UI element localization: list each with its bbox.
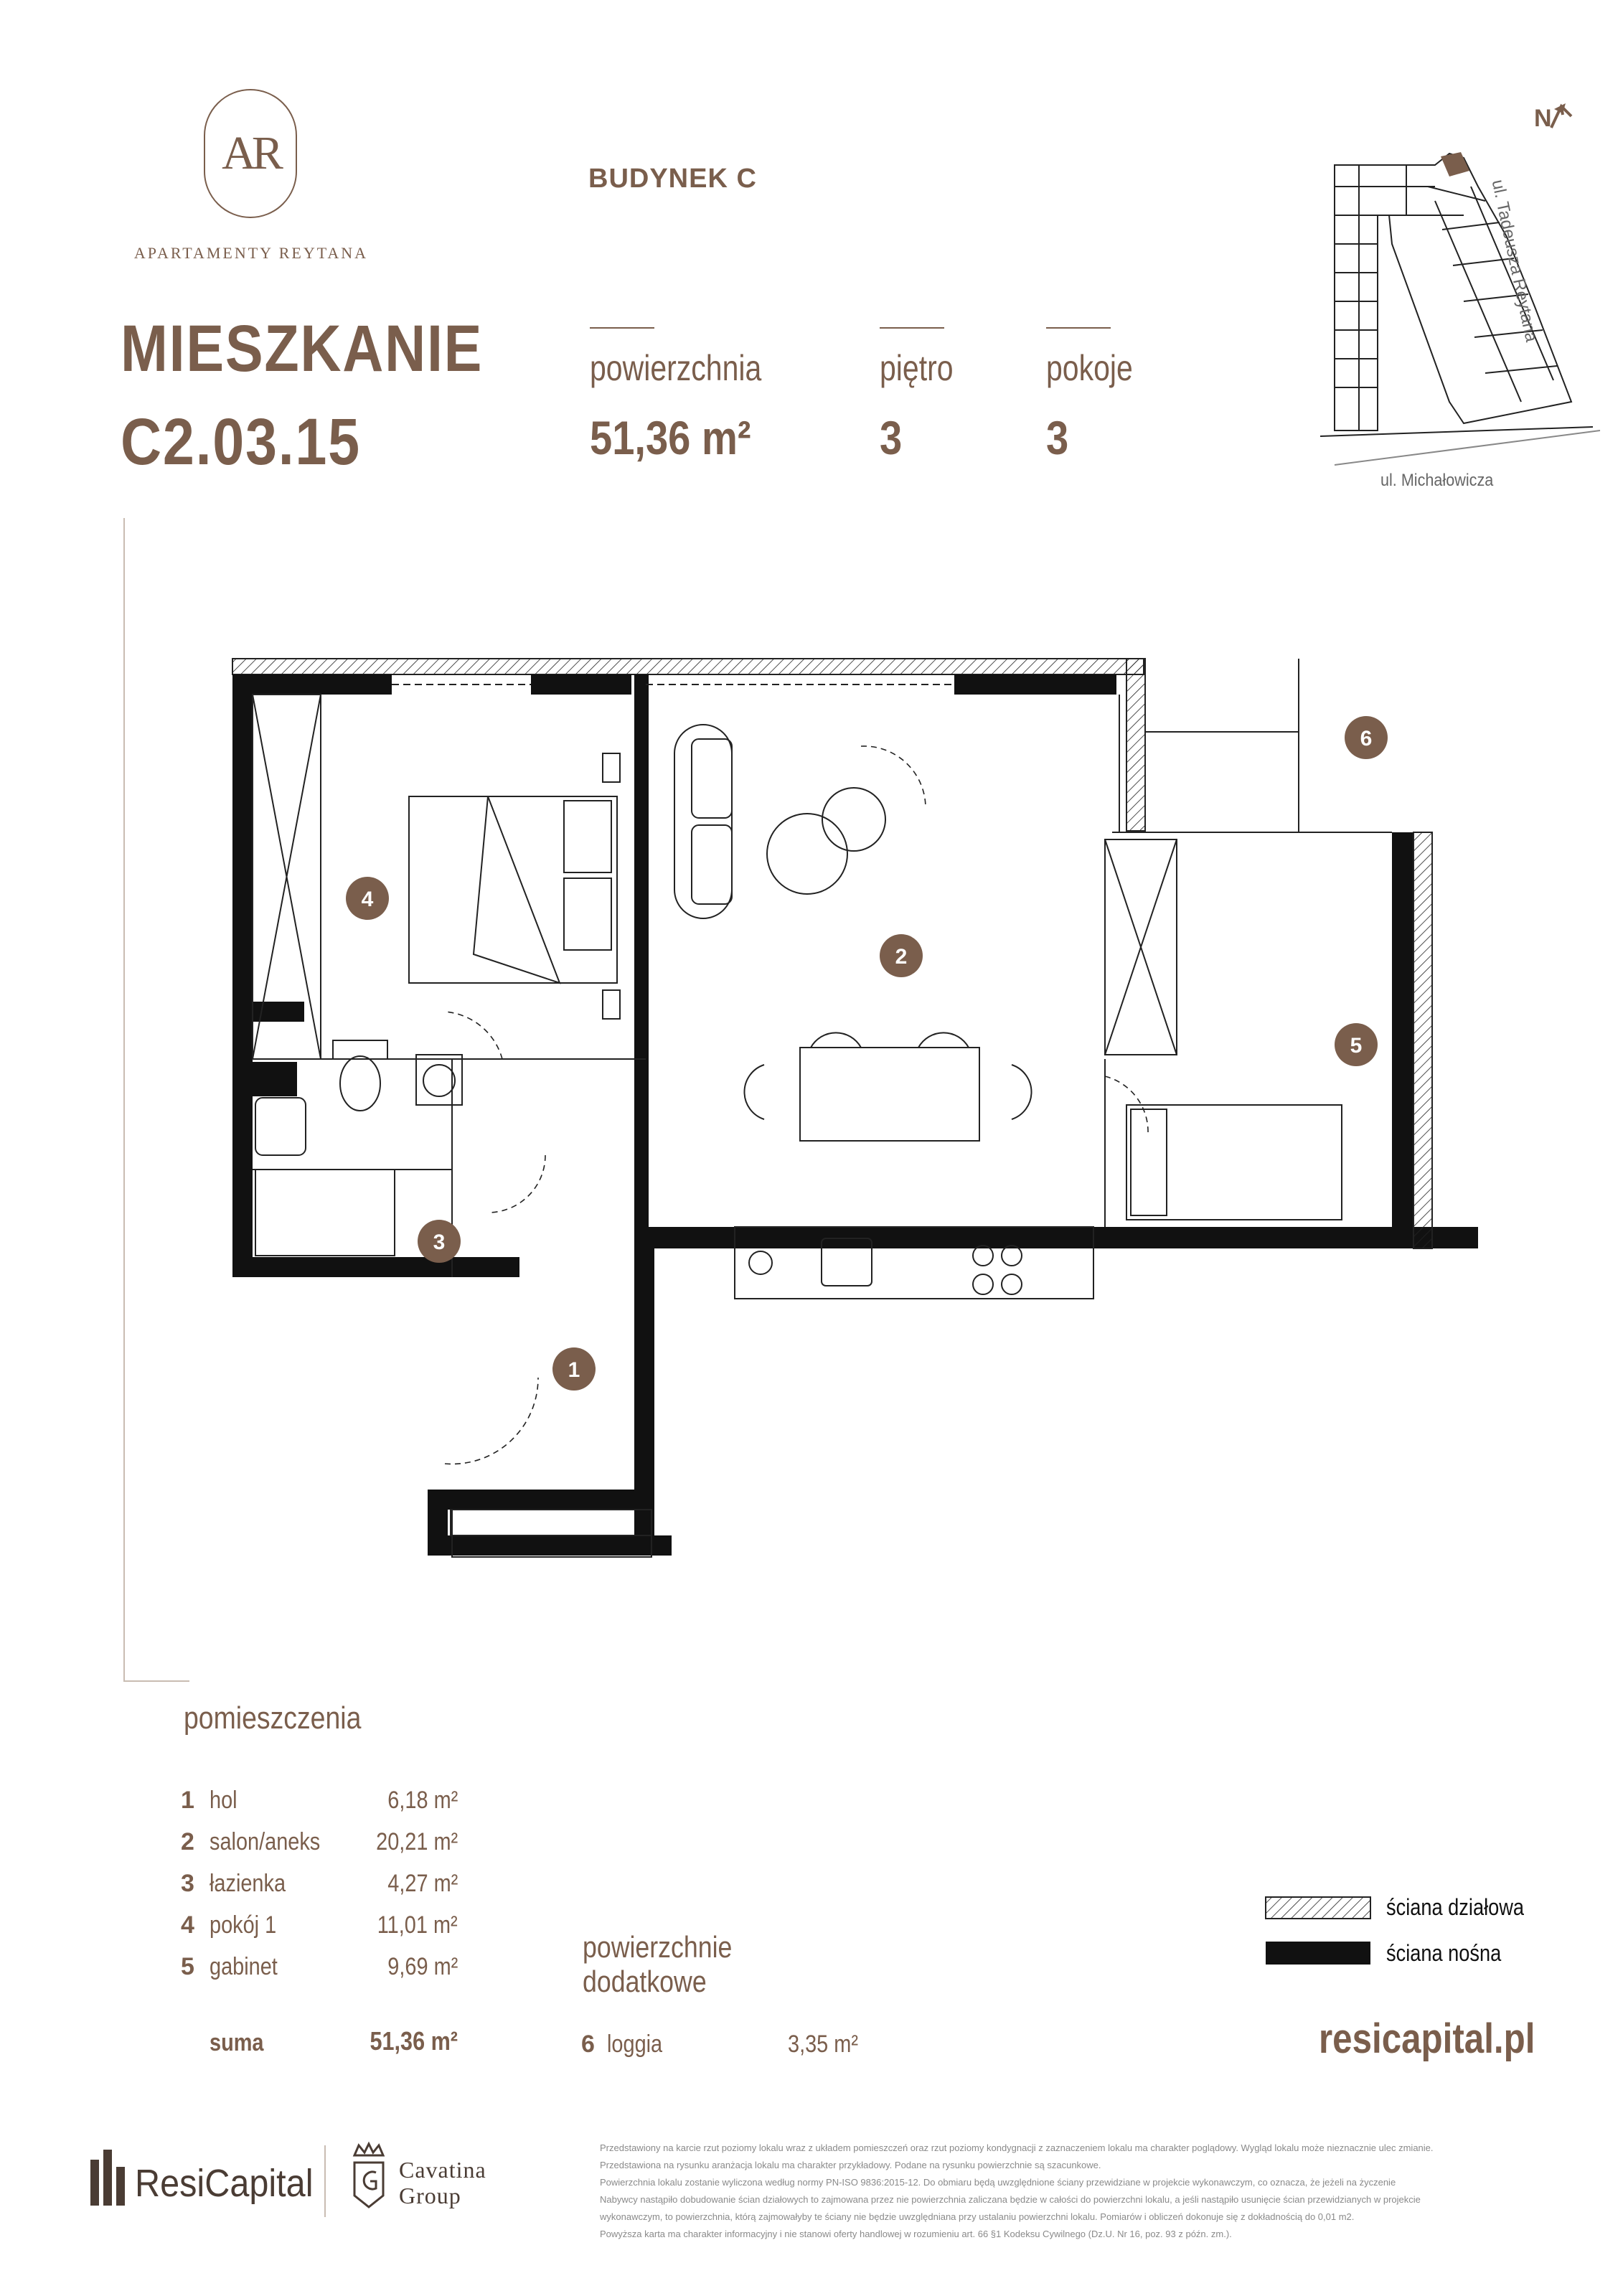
disclaimer-line: Powyższa karta ma charakter informacyjny i nie stanowi oferty handlowej w rozumieniu art. 66 §1 Kodeksu Cywilnego (Dz.U. Nr 16, poz. 93 z późn. zm.). xyxy=(600,2229,1232,2239)
room-row xyxy=(181,1828,468,1860)
loggia-number: 6 xyxy=(581,2031,595,2058)
room-row xyxy=(181,1953,468,1985)
brand-logo xyxy=(204,89,297,218)
partition-wall-swatch xyxy=(1266,1897,1370,1919)
rooms-heading: pomieszczenia xyxy=(184,1700,362,1736)
stat-rule xyxy=(880,327,944,329)
room-name: salon/aneks xyxy=(210,1828,321,1855)
bearing-wall-swatch xyxy=(1266,1942,1370,1965)
resicapital-wordmark: ResiCapital xyxy=(135,2162,314,2205)
stat-rooms-label: pokoje xyxy=(1046,348,1133,388)
extra-heading-line1: powierzchnie xyxy=(583,1930,733,1964)
floor-plan xyxy=(215,639,1478,1614)
logo-divider xyxy=(324,2145,326,2217)
cavatina-name: Cavatina xyxy=(399,2157,486,2183)
brand-monogram: AR xyxy=(222,127,279,179)
cavatina-group: Group xyxy=(399,2183,461,2208)
room-name: pokój 1 xyxy=(210,1911,277,1939)
disclaimer-line: Nabywcy nastąpiło dobudowanie ścian działowych to zajmowana przez nie powierzchnia zaliczana będzie w całości do powierzchni lokalu, a jeśli nastąpiło usunięcie ścian przewidzianych w projekcie xyxy=(600,2194,1421,2205)
room-area: 20,21 m² xyxy=(375,1828,458,1855)
disclaimer-line: Powierzchnia lokalu zostanie wyliczona według normy PN-ISO 9836:2015-12. Do obmiaru będą uwzględnione ściany przewidziane w projekcie wykonawczym, co oznacza, że jeżeli na życzenie xyxy=(600,2177,1396,2188)
room-number: 5 xyxy=(181,1953,194,1980)
loggia-area: 3,35 m² xyxy=(788,2031,858,2058)
room-row xyxy=(181,1787,468,1818)
legend-bearing-label: ściana nośna xyxy=(1386,1940,1502,1966)
badge-room-4: 4 xyxy=(361,888,374,911)
site-plan xyxy=(1320,144,1607,474)
stat-rooms-value: 3 xyxy=(1046,411,1069,464)
room-row xyxy=(181,1911,468,1943)
stat-floor-value: 3 xyxy=(880,411,903,464)
badge-room-2: 2 xyxy=(895,945,908,969)
divider-vertical xyxy=(123,518,125,1680)
loggia-name: loggia xyxy=(607,2031,663,2058)
extra-areas-heading xyxy=(583,1930,732,2000)
badge-room-1: 1 xyxy=(568,1358,580,1382)
room-number: 4 xyxy=(181,1911,194,1939)
room-number: 1 xyxy=(181,1787,194,1814)
room-area: 6,18 m² xyxy=(387,1787,458,1814)
street-label-east: ul. Tadeusza Reytana xyxy=(1487,178,1541,344)
room-row xyxy=(181,1870,468,1901)
resicapital-logo-icon xyxy=(88,2145,131,2210)
stat-area-label: powierzchnia xyxy=(590,348,762,388)
divider-horizontal xyxy=(123,1680,189,1682)
apartment-title: MIESZKANIE xyxy=(121,312,484,385)
disclaimer-line: Przedstawiony na karcie rzut poziomy lokalu wraz z układem pomieszczeń oraz rzut poziomy kondygnacji z zaznaczeniem lokalu ma charakter poglądowy. Wygląd lokalu może nieznacznie ulec zmianie. xyxy=(600,2142,1434,2153)
extra-heading-line2: dodatkowe xyxy=(583,1965,707,1999)
street-label-south: ul. Michałowicza xyxy=(1380,471,1494,490)
room-name: gabinet xyxy=(210,1953,278,1980)
legend-partition-label: ściana działowa xyxy=(1386,1894,1525,1920)
badge-room-6: 6 xyxy=(1360,727,1373,751)
north-arrow-icon xyxy=(1547,100,1576,132)
disclaimer-line: Przedstawiona na rysunku aranżacja lokalu ma charakter przykładowy. Podane na rysunku powierzchnie są szacunkowe. xyxy=(600,2160,1101,2170)
stat-area-value: 51,36 m² xyxy=(590,411,751,464)
room-number: 3 xyxy=(181,1870,194,1897)
apartment-number: C2.03.15 xyxy=(121,405,361,479)
stat-rule xyxy=(1046,327,1111,329)
sum-value: 51,36 m² xyxy=(370,2026,458,2056)
legend-swatches xyxy=(1264,1894,1373,1973)
room-area: 4,27 m² xyxy=(387,1870,458,1897)
room-area: 9,69 m² xyxy=(387,1953,458,1980)
badge-room-3: 3 xyxy=(433,1231,446,1254)
room-number: 2 xyxy=(181,1828,194,1855)
cavatina-logo-icon xyxy=(347,2141,390,2213)
brand-name: APARTAMENTY REYTANA xyxy=(133,244,369,262)
north-label: N xyxy=(1534,105,1552,132)
room-name: łazienka xyxy=(210,1870,286,1897)
building-label: BUDYNEK C xyxy=(588,164,757,194)
sum-label: suma xyxy=(210,2029,264,2056)
badge-room-5: 5 xyxy=(1350,1034,1363,1058)
disclaimer-line: wykonawczym, to powierzchnia, którą zajmowałyby te ściany nie będzie uwzględniana przy ustalaniu powierzchni lokalu. Pomiarów i obliczeń dokonuje się z dokładnością do 0,01 m2. xyxy=(600,2211,1355,2222)
room-area: 11,01 m² xyxy=(377,1911,458,1939)
stat-rule xyxy=(590,327,654,329)
room-name: hol xyxy=(210,1787,237,1814)
legal-disclaimer xyxy=(600,2140,1525,2243)
website-link[interactable]: resicapital.pl xyxy=(1319,2015,1535,2062)
stat-floor-label: piętro xyxy=(880,348,954,388)
